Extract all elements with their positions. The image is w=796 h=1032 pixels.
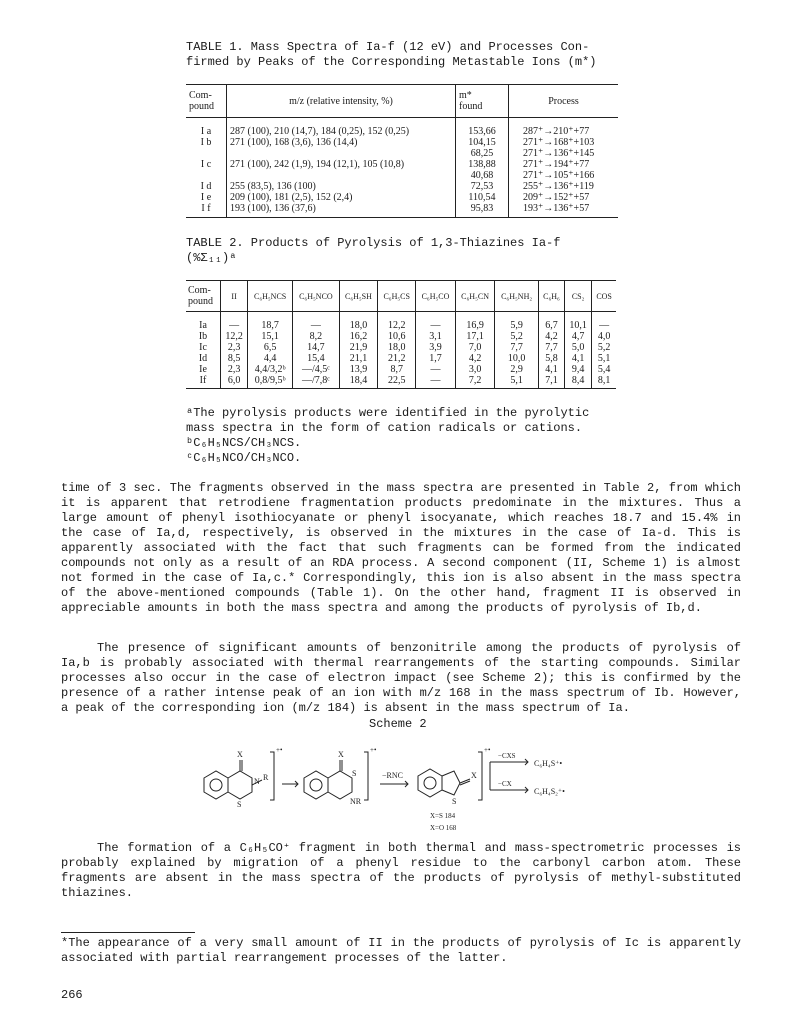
scheme-label: S [237, 800, 242, 809]
table2-col-compound: Ia Ib Ic Id Ie If [186, 312, 221, 389]
table2-header-cell: C₆H₆ [538, 281, 564, 312]
scheme-title: Scheme 2 [369, 717, 427, 731]
scheme-label: +• [484, 746, 491, 754]
table1-header-process: Process [509, 85, 619, 118]
footnote-divider [61, 932, 195, 933]
table1-caption-line: firmed by Peaks of the Corresponding Metastable Ions (m*) [186, 55, 597, 69]
table1 [186, 84, 618, 218]
table-row [186, 312, 616, 389]
benzene-ring-2 [304, 771, 328, 799]
table2-header-cell: C₆H₅NCS [248, 281, 293, 312]
scheme-label: +• [370, 746, 377, 754]
table1-header-compound: Com- pound [186, 85, 227, 118]
table2-col: — 3,1 3,9 1,7 — — [416, 312, 456, 389]
scheme-label: R [263, 773, 269, 782]
table1-compound-col: I a I b I c I d I e I f [186, 118, 227, 218]
table2-col: 18,0 16,2 21,9 21,1 13,9 18,4 [339, 312, 378, 389]
table2-col: 10,1 4,7 5,0 4,1 9,4 8,4 [565, 312, 592, 389]
scheme-label: S [452, 797, 457, 806]
footnote-line: mass spectra in the form of cation radicals or cations. [186, 421, 583, 435]
footnote-line: ᵃThe pyrolysis products were identified in the pyrolytic [186, 406, 590, 420]
table2 [186, 280, 616, 389]
bracket-2 [364, 752, 368, 800]
table1-caption-line: TABLE 1. Mass Spectra of Ia-f (12 eV) and Processes Con- [186, 40, 590, 54]
scheme-label: −CXS [498, 752, 516, 760]
equilibrium-arrow [282, 781, 298, 787]
table2-header-cell: C₆H₅CN [455, 281, 495, 312]
thiazine-ring-2 [328, 760, 352, 799]
scheme-2-diagram [192, 738, 612, 834]
table2-col: 5,9 5,2 7,7 10,0 2,9 5,1 [495, 312, 539, 389]
table1-process-col: 287⁺→210⁺+77 271⁺→168⁺+103 271⁺→136⁺+145 271⁺→194⁺+77 271⁺→105⁺+166 255⁺→136⁺+119 209⁺→152⁺+57 193⁺→136⁺+57 [509, 118, 619, 218]
table2-header-cell: C₆H₅CS [378, 281, 416, 312]
scheme-product: C₆H₄S₂⁺• [534, 787, 565, 796]
table2-header-row [186, 281, 616, 312]
table2-col: — 4,0 5,2 5,1 5,4 8,1 [592, 312, 616, 389]
table2-footnotes [186, 406, 626, 466]
scheme-label: +• [276, 746, 283, 754]
table1-header-row [186, 85, 618, 118]
table2-col: 18,7 15,1 6,5 4,4 4,4/3,2ᵇ 0,8/9,5ᵇ [248, 312, 293, 389]
table2-header-cell: C₆H₅SH [339, 281, 378, 312]
scheme-product: C₆H₄S⁺• [534, 759, 563, 768]
table2-col: 12,2 10,6 18,0 21,2 8,7 22,5 [378, 312, 416, 389]
scheme-label: NR [350, 797, 362, 806]
table2-col: 16,9 17,1 7,0 4,2 3,0 7,2 [455, 312, 495, 389]
bracket-1 [270, 752, 274, 800]
scheme-note: X=S 184 [430, 812, 456, 820]
scheme-label: X [338, 750, 344, 759]
table1-mstar-col: 153,66 104,15 68,25 138,88 40,68 72,53 110,54 95,83 [456, 118, 509, 218]
table2-header-cell: COS [592, 281, 616, 312]
table2-col: — 8,2 14,7 15,4 —/4,5ᶜ —/7,8ᶜ [293, 312, 340, 389]
benzene-ring-3 [418, 769, 442, 797]
reaction-arrow-rnc [380, 781, 408, 787]
scheme-label: X [471, 771, 477, 780]
bracket-3 [478, 752, 482, 800]
paragraph: time of 3 sec. The fragments observed in the mass spectra are presented in Table 2, from which it is apparent that retrodiene fragmentation products predominate in the mixtures. Thus a large amount of phenyl isothiocyanate or phenyl isocyanate, which reaches 18.7 and 15.4% in the case of Ia,d, respectively, is observed in the mixtures in the case of Ia-d. This is apparently associated with the fact that such fragments can be formed from the indicated compounds not only as a result of an RDA process. A second component (II, Scheme 1) is almost not formed in the case of Ia,c.* Correspondingly, this ion is also absent in the mass spectra of the above-mentioned compounds (Table 1). On the other hand, fragment II is observed in appreciable amounts in both the mass spectra and among the products of pyrolysis of Ib,d. [61, 481, 741, 615]
table2-header-cell: CS₂ [565, 281, 592, 312]
scheme-label: X [237, 750, 243, 759]
table2-header-cell: C₆H₅CO [416, 281, 456, 312]
page-number: 266 [61, 988, 83, 1002]
scheme-label: S [352, 769, 357, 778]
footnote-line: ᵇC₆H₅NCS/CH₃NCS. [186, 436, 302, 450]
benzene-ring-1 [204, 771, 228, 799]
scheme-label: −CX [498, 780, 512, 788]
table1-mz-col: 287 (100), 210 (14,7), 184 (0,25), 152 (0,25) 271 (100), 168 (3,6), 136 (14,4) 271 (100), 242 (1,9), 194 (12,1), 105 (10,8) 255 (83,5), 136 (100) 209 (100), 181 (2,5), 152 (2,4) 193 (100), 136 (37,6) [227, 118, 456, 218]
table2-col: — 12,2 2,3 8,5 2,3 6,0 [221, 312, 248, 389]
paragraph: The presence of significant amounts of benzonitrile among the products of pyrolysis of Ia,b is probably associated with thermal rearrangements of the starting compounds. Similar processes also occur in the case of electron impact (see Scheme 2); this is confirmed by the presence of a rather intense peak of an ion with m/z 168 in the mass spectrum of Ib. However, a peak of the corresponding ion (m/z 184) is absent in the mass spectrum of Ia. [61, 641, 741, 715]
scheme-label: −RNC [382, 771, 403, 780]
table2-caption [186, 236, 616, 266]
scheme-note: X=O 168 [430, 824, 457, 832]
table2-header-cell: C₆H₅NH₂ [495, 281, 539, 312]
table-row [186, 118, 618, 218]
five-ring-3 [442, 771, 470, 795]
table2-col: 6,7 4,2 7,7 5,8 4,1 7,1 [538, 312, 564, 389]
table2-caption-line: TABLE 2. Products of Pyrolysis of 1,3-Thiazines Ia-f [186, 236, 561, 250]
page-footnote: *The appearance of a very small amount of II in the products of pyrolysis of Ic is apparently associated with partial rearrangement processes of the latter. [61, 936, 741, 965]
table1-header-mz: m/z (relative intensity, %) [227, 85, 456, 118]
footnote-line: ᶜC₆H₅NCO/CH₃NCO. [186, 451, 302, 465]
table2-header-cell: II [221, 281, 248, 312]
paragraph: The formation of a C₆H₅CO⁺ fragment in both thermal and mass-spectrometric processes is probably explained by migration of a phenyl residue to the carbonyl carbon atom. These fragments are absent in the mass spectra of the products of pyrolysis of methyl-substituted thiazines. [61, 841, 741, 900]
table1-header-mstar: m* found [456, 85, 509, 118]
table2-header-cell: C₆H₅NCO [293, 281, 340, 312]
scheme-label: N [254, 777, 260, 786]
table2-header-compound: Com- pound [186, 281, 221, 312]
table1-caption [186, 40, 616, 70]
table2-caption-line: (%Σ₁₁)ᵃ [186, 251, 237, 265]
